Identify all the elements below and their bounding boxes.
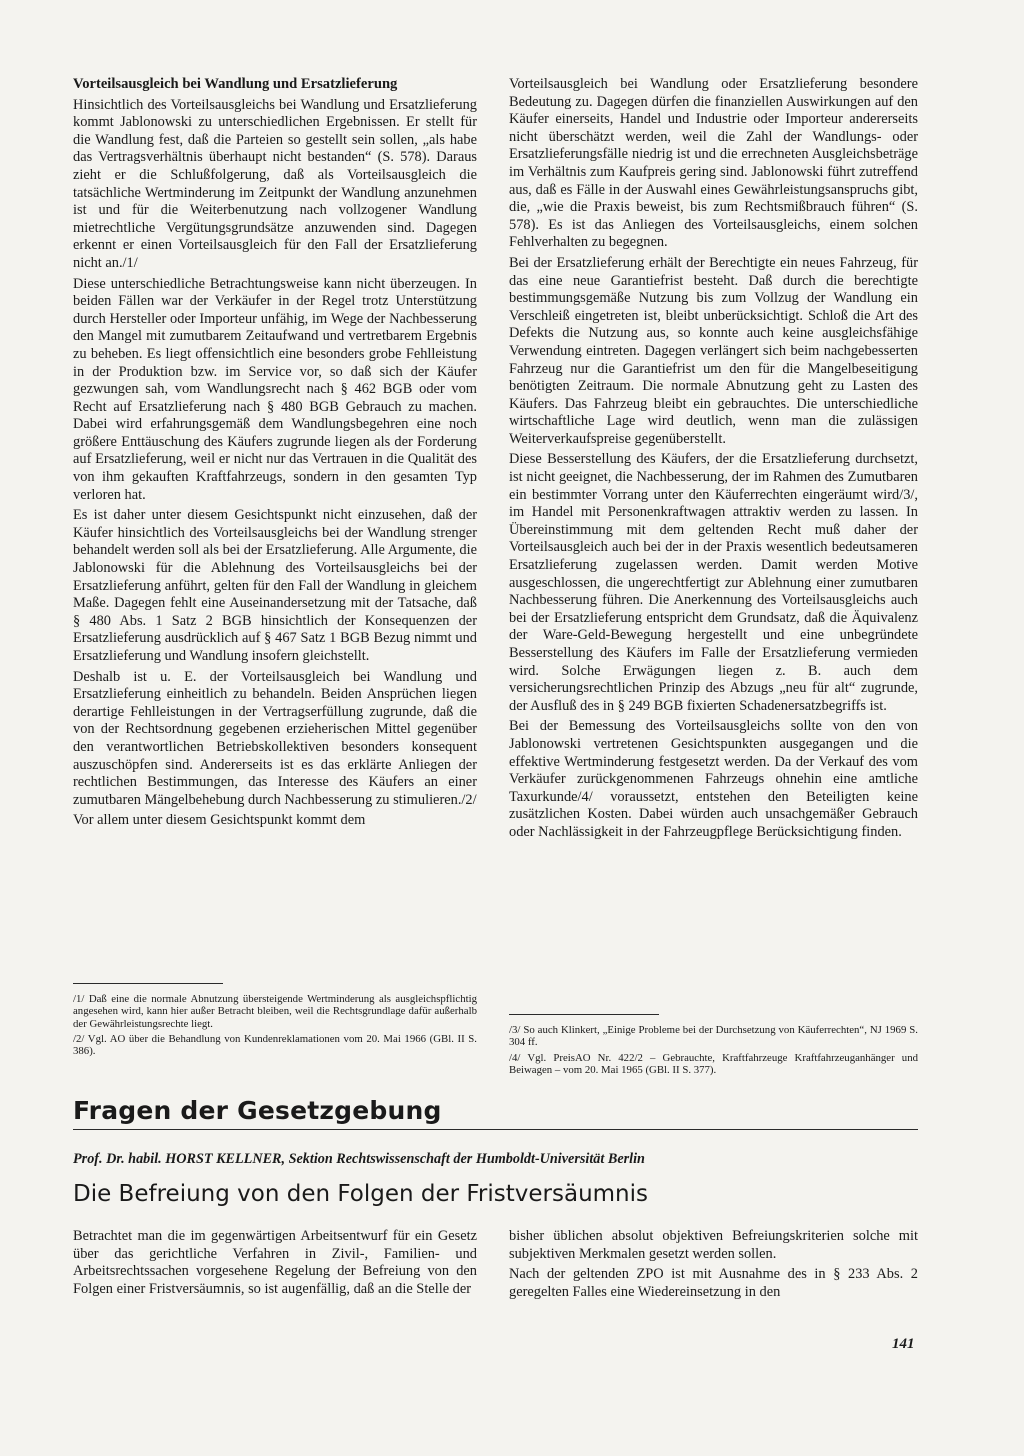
right-paragraph: Bei der Ersatzlieferung erhält der Berechtigte ein neues Fahrzeug, für das eine neue Garantiefrist besteht. Daß durch die berechtigte bestimmungsgemäße Nutzung bis zum Vollzug der Wandlung ein Verschleiß eingetreten ist, bleibt unberücksichtigt. Schloß die Art des Defekts die Nutzung aus, so konnte auch keine ausgleichsfähige Verwendung eintreten. Dagegen verlängert sich beim nachgebesserten Fahrzeug nur die Garantiefrist um den für die Mangelbeseitigung benötigten Zeitraum. Die normale Abnutzung geht zu Lasten des Käufers. Das Fahrzeug bleibt ein gebrauchtes. Die unterschiedliche wirtschaftliche Lage wird deutlich, wenn man die zulässigen Weiterverkaufspreise gegenüberstellt.: [509, 254, 918, 447]
footnote: /1/ Daß eine die normale Abnutzung übersteigende Wertminderung als ausgleichspflichtig angesehen wird, kann hier außer Betracht bleiben, weil die Rechtsgrundlage dafür außerhalb der Gewährleistungsrechte liegt.: [73, 993, 477, 1030]
footnote: /3/ So auch Klinkert, „Einige Probleme bei der Durchsetzung von Käuferrechten“, NJ 1969 S. 304 ff.: [509, 1024, 918, 1049]
footnote-divider-left: [73, 983, 223, 984]
article-left-column: [73, 1228, 477, 1301]
footnote-divider-right: [509, 1014, 659, 1015]
page-number: 141: [892, 1336, 915, 1352]
author-byline: Prof. Dr. habil. HORST KELLNER, Sektion Rechtswissenschaft der Humboldt-Universität Berlin: [73, 1151, 645, 1167]
article-paragraph: Betrachtet man die im gegenwärtigen Arbeitsentwurf für ein Gesetz über das gerichtliche Verfahren in Zivil-, Familien- und Arbeitsrechtssachen vorgesehene Regelung der Befreiung von den Folgen einer Fristversäumnis, so ist augenfällig, daß an die Stelle der: [73, 1228, 477, 1297]
right-column: [509, 76, 918, 845]
left-paragraph: Deshalb ist u. E. der Vorteilsausgleich bei Wandlung und Ersatzlieferung einheitlich zu behandeln. Beiden Ansprüchen liegen derartige Fehlleistungen in der Vertragserfüllung zugrunde, daß die von der Rechtsordnung gegebenen erzieherischen Mittel gegenüber den verantwortlichen Betriebskollektiven besonders konsequent auszuschöpfen sind. Andererseits ist es das erklärte Anliegen der rechtlichen Bestimmungen, das Interesse des Käufers an einer zumutbaren Mängelbehebung durch Nachbesserung zu stimulieren./2/: [73, 668, 477, 808]
article-right-column: [509, 1228, 918, 1304]
article-title: Die Befreiung von den Folgen der Fristversäumnis: [73, 1181, 649, 1207]
right-paragraph: Bei der Bemessung des Vorteilsausgleichs sollte von den von Jablonowski vertretenen Gesichtspunkten ausgegangen und die effektive Wertminderung festgesetzt werden. Da der Verkauf des vom Verkäufer zurückgenommenen Fahrzeugs ohnehin eine amtliche Taxurkunde/4/ voraussetzt, entstehen den Beteiligten keine zusätzlichen Kosten. Dabei würden auch unsachgemäßer Gebrauch oder Nachlässigkeit in der Fahrzeugpflege Berücksichtigung finden.: [509, 718, 918, 840]
left-column: [73, 76, 477, 833]
left-paragraph: Vor allem unter diesem Gesichtspunkt kommt dem: [73, 812, 366, 829]
article-paragraph: bisher üblichen absolut objektiven Befreiungskriterien solche mit subjektiven Merkmalen gesetzt werden sollen.: [509, 1228, 918, 1262]
footnote: /2/ Vgl. AO über die Behandlung von Kundenreklamationen vom 20. Mai 1966 (GBl. II S. 386).: [73, 1032, 477, 1058]
article-paragraph: Nach der geltenden ZPO ist mit Ausnahme des in § 233 Abs. 2 geregelten Falles eine Wiedereinsetzung in den: [509, 1266, 918, 1300]
footnotes-right: [509, 1024, 918, 1079]
left-paragraph: Hinsichtlich des Vorteilsausgleichs bei Wandlung und Ersatzlieferung kommt Jablonowski zu unterschiedlichen Ergebnissen. Er stellt für die Wandlung fest, daß die Parteien so gestellt sein sollen, „als habe das Vertragsverhältnis überhaupt nicht bestanden“ (S. 578). Daraus zieht er die Schlußfolgerung, daß als Vorteilsausgleich die tatsächliche Wertminderung im Zeitpunkt der Wandlung anzunehmen ist und für die Weiterbenutzung nach vollzogener Wandlung mietrechtliche Vergütungsgrundsätze anzuwenden sind. Dagegen erkennt er einen Vorteilsausgleich für den Fall der Ersatzlieferung nicht an./1/: [73, 96, 477, 271]
right-paragraph: Vorteilsausgleich bei Wandlung oder Ersatzlieferung besondere Bedeutung zu. Dagegen dürfen die finanziellen Auswirkungen auf den Käufer einerseits, Handel und Industrie oder Importeur andererseits nicht überschätzt werden, weil die Zahl der Wandlungs- oder Ersatzlieferungsfälle niedrig ist und die errechneten Ausgleichsbeträge im Verhältnis zum Kaufpreis gering sind. Jablonowski führt zutreffend aus, daß es Fälle in der Auswahl eines Gewährleistungsanspruchs gibt, die, „wie die Praxis beweist, bis zum Rechtsmißbrauch führen“ (S. 578). Es ist das Anliegen des Vorteilsausgleichs, einem solchen Fehlverhalten zu begegnen.: [509, 76, 918, 251]
right-paragraph: Diese Besserstellung des Käufers, der die Ersatzlieferung durchsetzt, ist nicht geeignet, die Nachbesserung, der im Rahmen des Zumutbaren ein bestimmter Vorrang unter den Käuferrechten eingeräumt wird/3/, im Handel mit Personenkraftwagen attraktiv werden zu lassen. In Übereinstimmung mit dem geltenden Recht muß daher der Vorteilsausgleich auch bei der in der Praxis wesentlich bedeutsameren Ersatzlieferung zugelassen werden. Damit werden Motive ausgeschlossen, die ungerechtfertigt zur Ablehnung einer zumutbaren Nachbesserung führen. Die Anerkennung des Vorteilsausgleichs auch bei der Ersatzlieferung entspricht dem Grundsatz, daß die Äquivalenz der Ware-Geld-Bewegung hergestellt und eine unbegründete Besserstellung des Käufers im Falle der Ersatzlieferung vermieden wird. Solche Erwägungen liegen z. B. auch dem versicherungsrechtlichen Prinzip des Abzugs „neu für alt“ zugrunde, der Ausfluß des in § 249 BGB fixierten Schadenersatzbegriffs ist.: [509, 451, 918, 714]
section-divider: [73, 1129, 918, 1130]
left-paragraph: Diese unterschiedliche Betrachtungsweise kann nicht überzeugen. In beiden Fällen war der Verkäufer in der Regel trotz Unterstützung durch Hersteller oder Importeur unfähig, im Wege der Nachbesserung den Mangel mit zumutbarem Zeitaufwand und vertretbarem Ergebnis zu beheben. Es liegt offensichtlich eine besonders grobe Fehlleistung in der Produktion bzw. im Service vor, so daß sich der Käufer gezwungen sah, vom Wandlungsrecht nach § 462 BGB oder vom Recht auf Ersatzlieferung nach § 480 BGB Gebrauch zu machen. Dabei wird erfahrungsgemäß dem Wandlungsbegehren eine noch größere Enttäuschung des Käufers zugrunde liegen als der Forderung auf Ersatzlieferung, weil er nicht nur das Vertrauen in die Qualität des von ihm gekauften Kraftfahrzeugs, sondern in den gesamten Typ verloren hat.: [73, 275, 477, 503]
section-title: Fragen der Gesetzgebung: [73, 1096, 442, 1125]
left-paragraph: Es ist daher unter diesem Gesichtspunkt nicht einzusehen, daß der Käufer hinsichtlich des Vorteilsausgleichs bei der Wandlung strenger behandelt werden soll als bei der Ersatzlieferung. Alle Argumente, die Jablonowski für die Ablehnung des Vorteilsausgleichs bei der Ersatzlieferung anführt, gelten für den Fall der Wandlung in gleichem Maße. Dagegen fehlt eine Auseinandersetzung mit der Tatsache, daß § 480 Abs. 1 Satz 2 BGB hinsichtlich der Konsequenzen der Ersatzlieferung ausdrücklich auf § 467 Satz 1 BGB Bezug nimmt und Ersatzlieferung und Wandlung insofern gleichstellt.: [73, 507, 477, 664]
footnote: /4/ Vgl. PreisAO Nr. 422/2 – Gebrauchte, Kraftfahrzeuge Kraftfahrzeuganhänger und Beiwagen – vom 20. Mai 1965 (GBl. II S. 377).: [509, 1051, 918, 1076]
footnotes-left: [73, 993, 477, 1060]
left-column-heading: Vorteilsausgleich bei Wandlung und Ersatzlieferung: [73, 76, 398, 92]
